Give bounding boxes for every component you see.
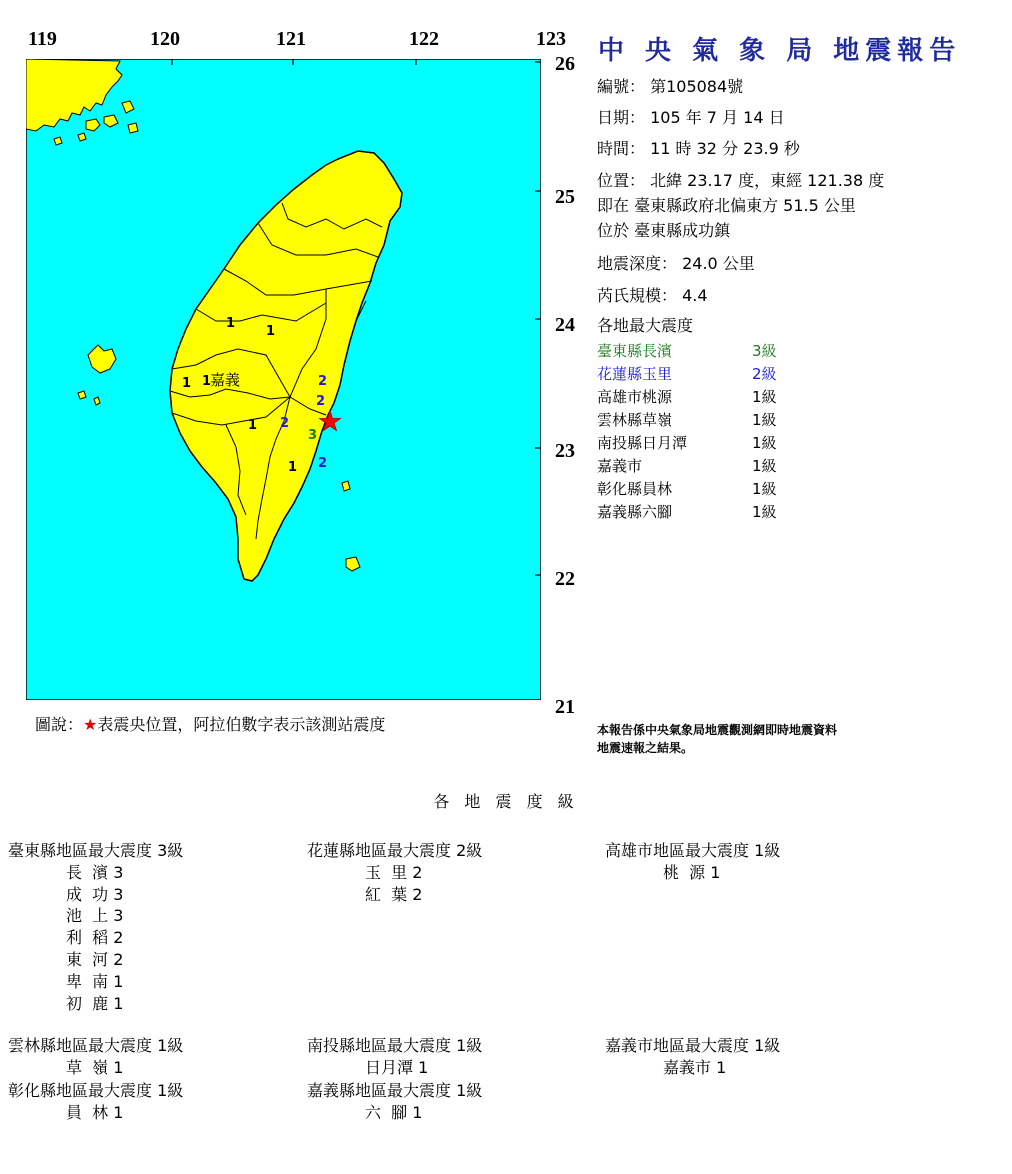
max-intensity-level: 1級 [752, 388, 777, 406]
max-intensity-row [597, 386, 777, 407]
county-header: 南投縣地區最大震度 1級 [307, 1036, 483, 1055]
station-mark: 2 [316, 394, 326, 409]
station-intensity: 紅 葉 2 [365, 884, 423, 904]
lat-label-21: 21 [555, 696, 575, 718]
station-intensity: 利 稻 2 [66, 928, 124, 948]
report-disclaimer [597, 721, 837, 757]
caption-prefix: 圖說： [35, 715, 84, 734]
station-mark: 1 [226, 316, 236, 331]
max-intensity-row [597, 432, 777, 453]
report-date: 日期： 105 年 7 月 14 日 [597, 108, 785, 127]
station-mark: 3 [308, 428, 318, 443]
station-intensity: 六 腳 1 [365, 1102, 423, 1122]
station-intensity: 卑 南 1 [66, 971, 124, 991]
station-mark: 1 [248, 418, 258, 433]
city-label-chiayi: 嘉義 [210, 371, 241, 389]
lat-label-24: 24 [555, 314, 575, 336]
max-intensity-place: 嘉義縣六腳 [597, 503, 673, 521]
county-header: 花蓮縣地區最大震度 2級 [307, 841, 483, 860]
station-mark: 1 [288, 460, 298, 475]
station-intensity: 長 濱 3 [66, 862, 124, 882]
max-intensity-level: 3級 [752, 342, 777, 360]
county-header: 嘉義縣地區最大震度 1級 [307, 1081, 483, 1100]
max-intensity-row [597, 363, 777, 384]
county-header: 彰化縣地區最大震度 1級 [8, 1081, 184, 1100]
lon-label-121: 121 [276, 28, 306, 50]
county-header: 嘉義市地區最大震度 1級 [605, 1036, 781, 1055]
max-intensity-row [597, 409, 777, 430]
lat-label-26: 26 [555, 53, 575, 75]
max-intensity-level: 1級 [752, 434, 777, 452]
station-intensity: 草 嶺 1 [66, 1057, 124, 1077]
station-intensity: 東 河 2 [66, 950, 124, 969]
report-located-in: 位於 臺東縣成功鎮 [597, 221, 731, 240]
map-caption [35, 712, 385, 735]
max-intensity-row [597, 455, 777, 476]
station-mark: 1 [182, 376, 192, 391]
max-intensity-level: 1級 [752, 411, 777, 429]
county-header: 雲林縣地區最大震度 1級 [8, 1036, 184, 1055]
station-intensity: 嘉義市 1 [663, 1057, 727, 1077]
max-intensity-heading: 各地最大震度 [597, 316, 694, 335]
county-header: 臺東縣地區最大震度 3級 [8, 841, 184, 860]
report-title: 中 央 氣 象 局 地震報告 [598, 36, 962, 66]
station-mark: 2 [318, 374, 328, 389]
lat-label-23: 23 [555, 440, 575, 462]
star-icon: ★ [83, 715, 98, 734]
max-intensity-place: 花蓮縣玉里 [597, 365, 673, 383]
lat-label-25: 25 [555, 186, 575, 208]
disclaimer-line-1: 本報告係中央氣象局地震觀測網即時地震資料 [597, 723, 838, 737]
max-intensity-place: 臺東縣長濱 [597, 342, 673, 360]
station-mark: 2 [280, 416, 290, 431]
lon-label-120: 120 [150, 28, 180, 50]
lat-label-22: 22 [555, 568, 575, 590]
max-intensity-row [597, 501, 777, 522]
max-intensity-place: 嘉義市 [597, 457, 643, 475]
lon-label-122: 122 [409, 28, 439, 50]
max-intensity-level: 1級 [752, 457, 777, 475]
station-intensity: 池 上 3 [66, 906, 124, 926]
station-mark: 1 [266, 324, 276, 339]
report-time: 時間： 11 時 32 分 23.9 秒 [597, 139, 800, 158]
report-magnitude: 芮氏規模： 4.4 [597, 286, 708, 305]
taiwan-map [26, 59, 541, 700]
report-number: 編號： 第105084號 [597, 77, 744, 96]
intensity-section-title: 各 地 震 度 級 [433, 792, 579, 811]
report-relative-location: 即在 臺東縣政府北偏東方 51.5 公里 [597, 196, 856, 215]
max-intensity-row [597, 340, 777, 361]
report-position: 位置： 北緯 23.17 度，東經 121.38 度 [597, 171, 885, 190]
max-intensity-level: 2級 [752, 365, 777, 383]
report-depth: 地震深度： 24.0 公里 [597, 254, 755, 273]
max-intensity-row [597, 478, 777, 499]
max-intensity-level: 1級 [752, 480, 777, 498]
station-intensity: 玉 里 2 [365, 862, 423, 882]
caption-text: 表震央位置，阿拉伯數字表示該測站震度 [97, 715, 386, 734]
station-intensity: 日月潭 1 [365, 1057, 429, 1077]
disclaimer-line-2: 地震速報之結果。 [597, 741, 694, 755]
max-intensity-level: 1級 [752, 503, 777, 521]
max-intensity-place: 南投縣日月潭 [597, 434, 688, 452]
county-header: 高雄市地區最大震度 1級 [605, 841, 781, 860]
green-island [342, 481, 350, 491]
station-mark: 1 [202, 374, 212, 389]
max-intensity-place: 高雄市桃源 [597, 388, 673, 406]
max-intensity-place: 彰化縣員林 [597, 480, 673, 498]
station-mark: 2 [318, 456, 328, 471]
station-intensity: 員 林 1 [66, 1102, 124, 1122]
lon-label-119: 119 [28, 28, 57, 50]
station-intensity: 初 鹿 1 [66, 993, 124, 1013]
lon-label-123: 123 [536, 28, 566, 50]
station-intensity: 成 功 3 [66, 884, 124, 904]
station-intensity: 桃 源 1 [663, 862, 721, 882]
max-intensity-place: 雲林縣草嶺 [597, 411, 673, 429]
